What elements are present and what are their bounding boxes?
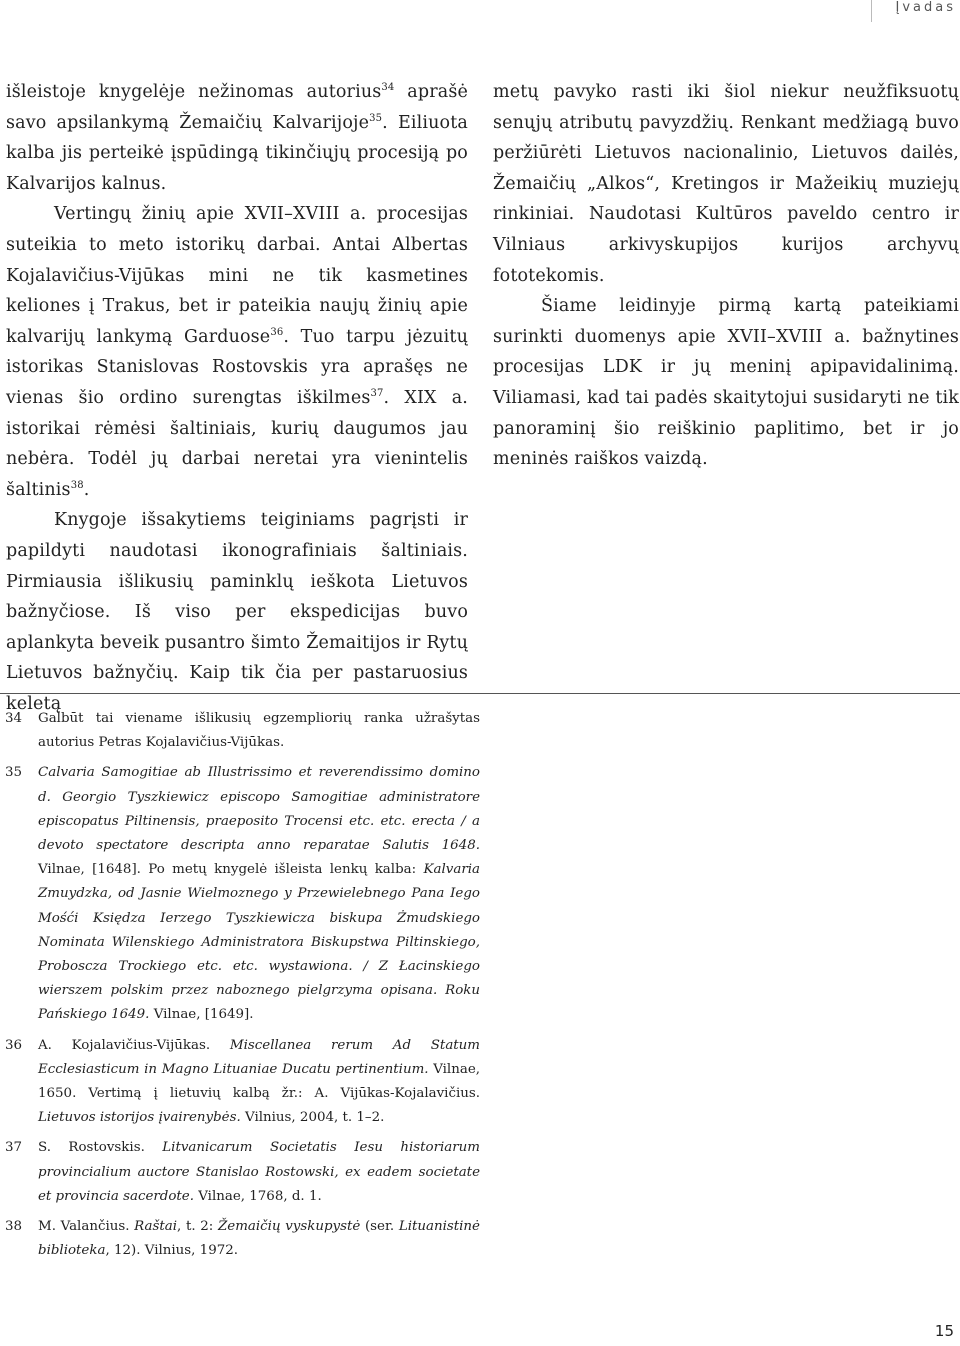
left-column [6, 77, 468, 719]
footnote-35 [0, 761, 480, 1027]
paragraph: metų pavyko rasti iki šiol niekur neužfiksuotų senųjų atributų pavyzdžių. Renkant medžiagą buvo peržiūrėti Lietuvos nacionalinio, Lietuvos dailės, Žemaičių „Alkos“, Kretingos ir Mažeikių muziejų rinkiniai. Naudotasi Kultūros paveldo centro ir Vilniaus arkivyskupijos kurijos archyvų fototekomis. [493, 82, 959, 286]
footnote-text: Galbūt tai viename išlikusių egzempliorių ranka užrašytas autorius Petras Kojalavičius-Vijūkas. [38, 711, 480, 751]
footnote-text: A. Kojalavičius-Vijūkas. Miscellanea rerum Ad Statum Ecclesiasticum in Magno Lituaniae Ducatu pertinentium. Vilnae, 1650. Vertimą į lietuvių kalbą žr.: A. Vijūkas-Kojalavičius. Lietuvos istorijos įvairenybės. Vilnius, 2004, t. 1–2. [38, 1037, 481, 1126]
paragraph: Šiame leidinyje pirmą kartą pateikiami surinkti duomenys apie XVII–XVIII a. bažnytines procesijas LDK ir jų meninį apipavidalinimą. Viliamasi, kad tai padės skaitytojui susidaryti ne tik panoraminį šio reiškinio paplitimo, bet ir jo meninės raiškos vaizdą. [493, 296, 959, 470]
footnote-text: Calvaria Samogitiae ab Illustrissimo et reverendissimo domino d. Georgio Tyszkiewicz episcopo Samogitiae administratore episcopatus Piltinensis, praeposito Trocensi etc. etc. erecta / a devoto spectatore descripta anno reparatae Salutis 1648. Vilnae, [1648]. Po metų knygelė išleista lenkų kalba: Kalvaria Zmuydzka, od Jasnie Wielmoznego y Przewielebnego Pana Iego Mośći Księdza Ierzego Tyszkiewicza biskupa Żmudskiego Nominata Wilenskiego Administratora Biskupstwa Piltinskiego, Proboscza Trockiego etc. etc. wystawiona. / Z Łacinskiego wierszem polskim przez naboznego pielgrzyma opisana. Roku Pańskiego 1649. Vilnae, [1649]. [38, 765, 480, 1023]
paragraph: išleistoje knygelėje nežinomas autorius$^{34}$ aprašė savo apsilankymą Žemaičių Kalvarijoje$^{35}$. Eiliuota kalba jis perteikė įspūdingą tikinčiųjų procesiją po Kalvarijos kalnus. [6, 82, 468, 194]
footnote-ref-34: 34 [381, 82, 395, 93]
footnote-ref-36: 36 [270, 326, 284, 338]
footnote-number: 37 [5, 1140, 23, 1156]
right-column [493, 77, 959, 475]
page-number: 15 [934, 1322, 954, 1340]
footnote-number: 36 [5, 1037, 23, 1053]
footnote-divider [0, 693, 960, 694]
footnote-34 [0, 707, 480, 755]
paragraph: Vertingų žinių apie XVII–XVIII a. procesijas suteikia to meto istorikų darbai. Antai Albertas Kojalavičius-Vijūkas mini ne tik kasmetines keliones į Trakus, bet ir pateikia naujų žinių apie kalvarijų lankymą Garduose$^{36}$. Tuo tarpu jėzuitų istorikas Stanislovas Rostovskis yra aprašęs ne vienas šio ordino surengtas iškilmes$^{37}$. XIX a. istorikai rėmėsi šaltiniais, kurių daugumos jau nebėra. Todėl jų darbai neretai yra vienintelis šaltinis$^{38}$. [6, 204, 468, 500]
footnote-text: M. Valančius. Raštai, t. 2: Žemaičių vyskupystė (ser. Lituanistinė biblioteka, 12). Vilnius, 1972. [38, 1219, 480, 1259]
footnote-number: 34 [5, 711, 23, 726]
footnote-ref-37: 37 [370, 387, 384, 399]
footnote-38 [0, 1215, 480, 1263]
footnotes [0, 707, 480, 1269]
footnote-37 [0, 1136, 480, 1209]
paragraph: Knygoje išsakytiems teiginiams pagrįsti ir papildyti naudotasi ikonografiniais šaltiniais. Pirmiausia išlikusių paminklų ieškota Lietuvos bažnyčiose. Iš viso per ekspedicijas buvo aplankyta beveik pusantro šimto Žemaitijos ir Rytų Lietuvos bažnyčių. Kaip tik čia per pastaruosius keletą [6, 510, 468, 714]
footnote-ref-38: 38 [70, 479, 84, 491]
footnote-text: S. Rostovskis. Litvanicarum Societatis Iesu historiarum provincialium auctore Stanislao Rostowski, ex eadem societate et provincia sacerdote. Vilnae, 1768, d. 1. [38, 1140, 481, 1204]
footnote-ref-35: 35 [369, 112, 383, 124]
section-header: Įvadas [871, 0, 960, 22]
footnote-number: 35 [5, 765, 23, 781]
footnote-number: 38 [5, 1219, 23, 1235]
footnote-36 [0, 1034, 480, 1131]
